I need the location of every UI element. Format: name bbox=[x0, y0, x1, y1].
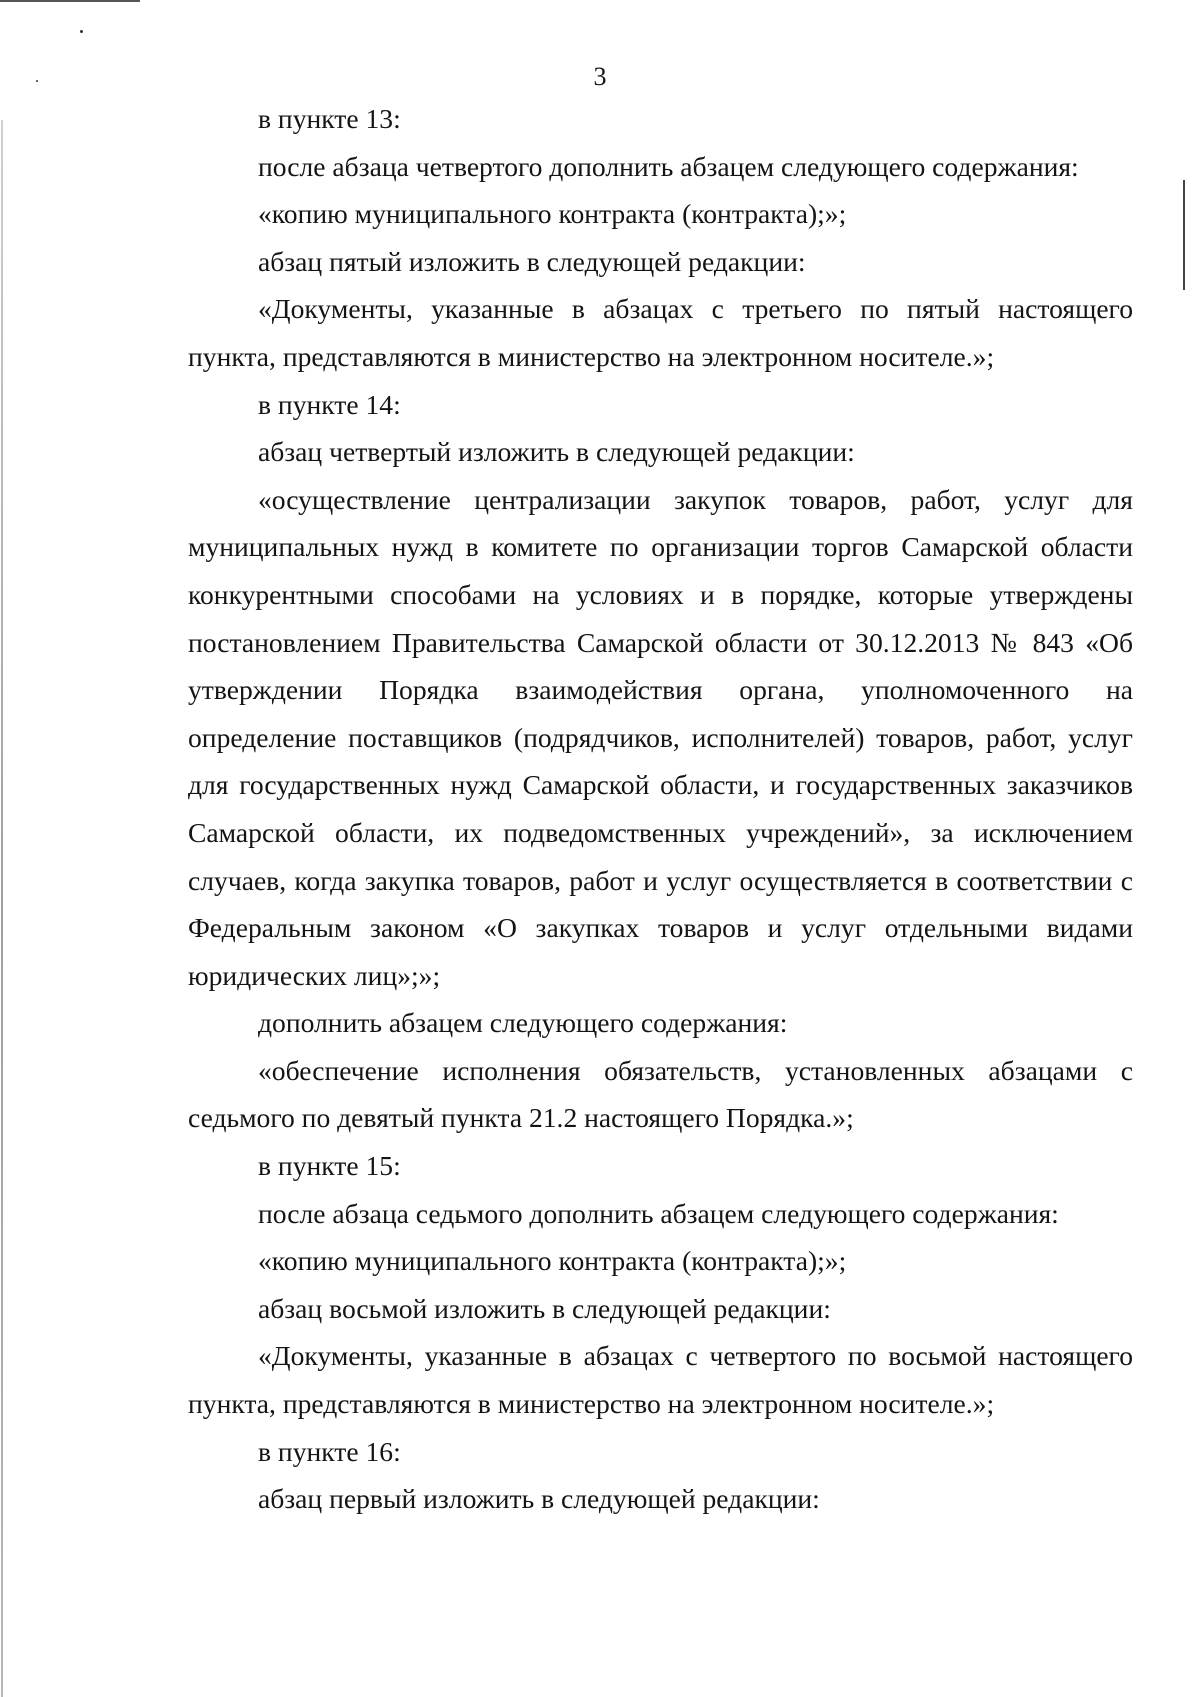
paragraph: «копию муниципального контракта (контракта);»; bbox=[258, 198, 847, 230]
paragraph: абзац четвертый изложить в следующей редакции: bbox=[258, 436, 855, 468]
paragraph: абзац восьмой изложить в следующей редакции: bbox=[258, 1292, 831, 1324]
paragraph: в пункте 14: bbox=[258, 388, 401, 420]
paragraph: «обеспечение исполнения обязательств, установленных абзацами с седьмого по девятый пункта 21.2 настоящего Порядка.»; bbox=[188, 1054, 1133, 1134]
paragraph: после абзаца четвертого дополнить абзацем следующего содержания: bbox=[258, 150, 1079, 182]
paragraph: абзац пятый изложить в следующей редакции: bbox=[258, 245, 806, 277]
paragraph: дополнить абзацем следующего содержания: bbox=[258, 1007, 788, 1039]
paragraph: в пункте 13: bbox=[258, 103, 401, 134]
document-body bbox=[188, 95, 1133, 1523]
paragraph: в пункте 16: bbox=[258, 1435, 401, 1467]
paragraph: после абзаца седьмого дополнить абзацем следующего содержания: bbox=[258, 1197, 1059, 1229]
page-number: 3 bbox=[593, 62, 607, 91]
paragraph: «копию муниципального контракта (контракта);»; bbox=[258, 1245, 847, 1277]
paragraph: в пункте 15: bbox=[258, 1150, 401, 1182]
paragraph: абзац первый изложить в следующей редакции: bbox=[258, 1483, 820, 1515]
paragraph: «Документы, указанные в абзацах с третьего по пятый настоящего пункта, представляются в министерство на электронном носителе.»; bbox=[188, 293, 1133, 372]
paragraph: «Документы, указанные в абзацах с четвертого по восьмой настоящего пункта, представляются в министерство на электронном носителе.»; bbox=[188, 1340, 1133, 1420]
scan-edge-left bbox=[1, 120, 3, 1697]
scan-speck bbox=[80, 30, 83, 33]
scan-mark-right bbox=[1183, 180, 1185, 290]
scan-edge-top bbox=[0, 0, 140, 2]
paragraph: «осуществление централизации закупок товаров, работ, услуг для муниципальных нужд в комитете по организации торгов Самарской области конкурентными способами на условиях и в порядке, которые утверждены постановлением Правительства Самарской области от 30.12.2013 № 843 «Об утверждении Порядка взаимодействия органа, уполномоченного на определение поставщиков (подрядчиков, исполнителей) товаров, работ, услуг для государственных нужд Самарской области, и государственных заказчиков Самарской области, их подведомственных учреждений», за исключением случаев, когда закупка товаров, работ и услуг осуществляется в соответствии с Федеральным законом «О закупках товаров и услуг отдельными видами юридических лиц»;»; bbox=[188, 483, 1133, 991]
